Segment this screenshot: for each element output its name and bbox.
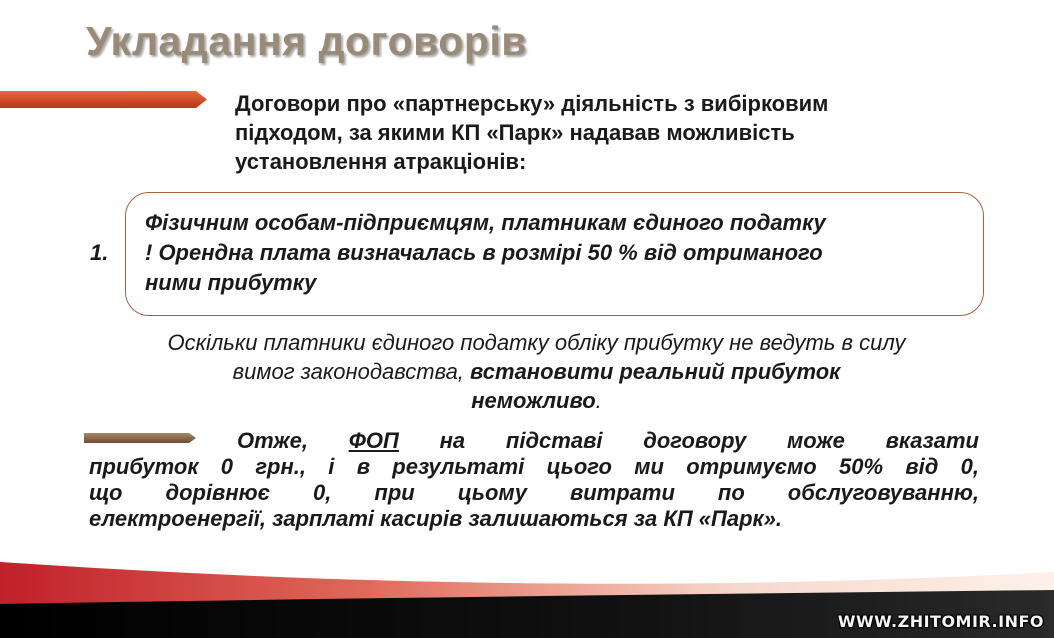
conclusion-underlined: ФОП bbox=[348, 428, 399, 453]
conclusion-paragraph bbox=[89, 428, 979, 532]
intro-paragraph bbox=[235, 89, 949, 176]
item-line: ! Орендна плата визначалась в розмірі 50 % від отриманого bbox=[145, 240, 823, 265]
conclusion-text: на підставі договору може вказати bbox=[398, 428, 979, 453]
reason-emphasis: встановити реальний прибуток bbox=[470, 359, 841, 384]
arrow-bullet-icon bbox=[0, 91, 207, 108]
reason-line bbox=[84, 357, 989, 386]
item-line: Фізичним особам-підприємцям, платникам єдиного податку bbox=[145, 210, 826, 235]
reason-line: Оскільки платники єдиного податку обліку прибутку не ведуть в силу bbox=[167, 330, 906, 355]
reason-emphasis: неможливо bbox=[471, 388, 596, 413]
intro-line: установлення атракціонів: bbox=[235, 149, 527, 174]
reason-text: вимог законодавства, bbox=[232, 359, 471, 384]
reason-text: . bbox=[595, 388, 602, 413]
slide-title: Укладання договорів bbox=[86, 18, 527, 64]
item-number: 1. bbox=[90, 240, 109, 265]
conclusion-line: електроенергії, зарплаті касирів залишаються за КП «Парк». bbox=[89, 506, 783, 531]
intro-line: Договори про «партнерську» діяльність з вибірковим bbox=[235, 91, 829, 116]
conclusion-line bbox=[89, 428, 979, 454]
item-line: ними прибутку bbox=[145, 270, 317, 295]
watermark: WWW.ZHITOMIR.INFO bbox=[837, 612, 1044, 631]
conclusion-lead: Отже, bbox=[237, 428, 349, 453]
reason-line bbox=[84, 386, 989, 415]
conclusion-line: прибуток 0 грн., і в результаті цього ми отримуємо 50% від 0, bbox=[89, 454, 979, 479]
reason-paragraph bbox=[84, 328, 989, 415]
intro-line: підходом, за якими КП «Парк» надавав можливість bbox=[235, 120, 795, 145]
item-text bbox=[145, 208, 965, 298]
conclusion-line: що дорівнює 0, при цьому витрати по обслуговуванню, bbox=[89, 480, 979, 505]
